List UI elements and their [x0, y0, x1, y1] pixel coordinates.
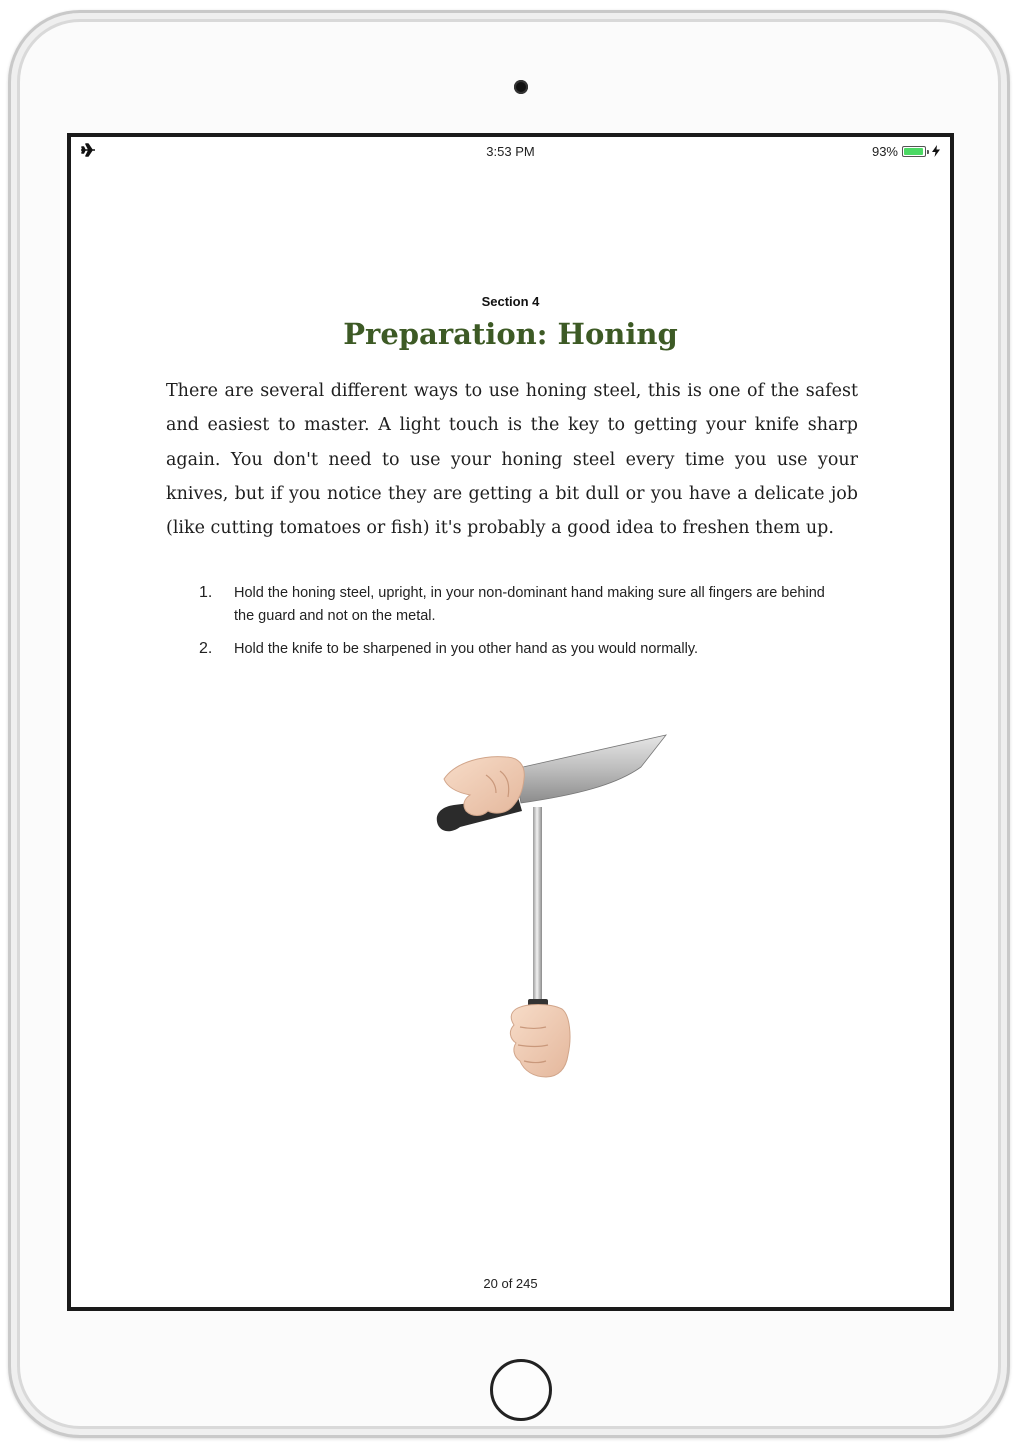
page-title: Preparation: Honing: [343, 317, 678, 351]
battery-icon: [902, 146, 926, 157]
knife-blade: [514, 735, 666, 803]
honing-steel-rod: [533, 807, 542, 1002]
status-time: 3:53 PM: [486, 144, 535, 159]
front-camera: [514, 80, 528, 94]
page-count: 20 of 245: [483, 1276, 538, 1291]
battery-percentage: 93%: [871, 143, 898, 159]
lower-hand: [510, 1005, 570, 1078]
battery-level-fill: [904, 148, 923, 155]
battery-status: [872, 143, 940, 159]
status-bar: [71, 137, 950, 165]
list-item: [199, 638, 829, 661]
steps-list: [199, 582, 829, 671]
home-button[interactable]: [490, 1359, 552, 1421]
step-number: 2.: [199, 640, 213, 657]
list-item: [199, 582, 829, 628]
lightning-bolt-icon: [932, 145, 940, 157]
intro-paragraph: There are several different ways to use honing steel, this is one of the safest and easiest to master. A light touch is the key to getting your knife sharp again. You don't need to use your honing steel every time you use your knives, but if you notice they are getting a bit dull or you have a delicate job (like cutting tomatoes or fish) it's probably a good idea to freshen them up.: [166, 381, 858, 539]
screen: [67, 133, 954, 1311]
section-label: Section 4: [481, 294, 540, 309]
step-number: 1.: [199, 584, 213, 601]
step-text: Hold the knife to be sharpened in you other hand as you would normally.: [234, 641, 699, 657]
knife-and-honing-steel-illustration: [426, 727, 671, 1082]
step-text: Hold the honing steel, upright, in your non-dominant hand making sure all fingers are behind the guard and not on the metal.: [234, 585, 825, 624]
